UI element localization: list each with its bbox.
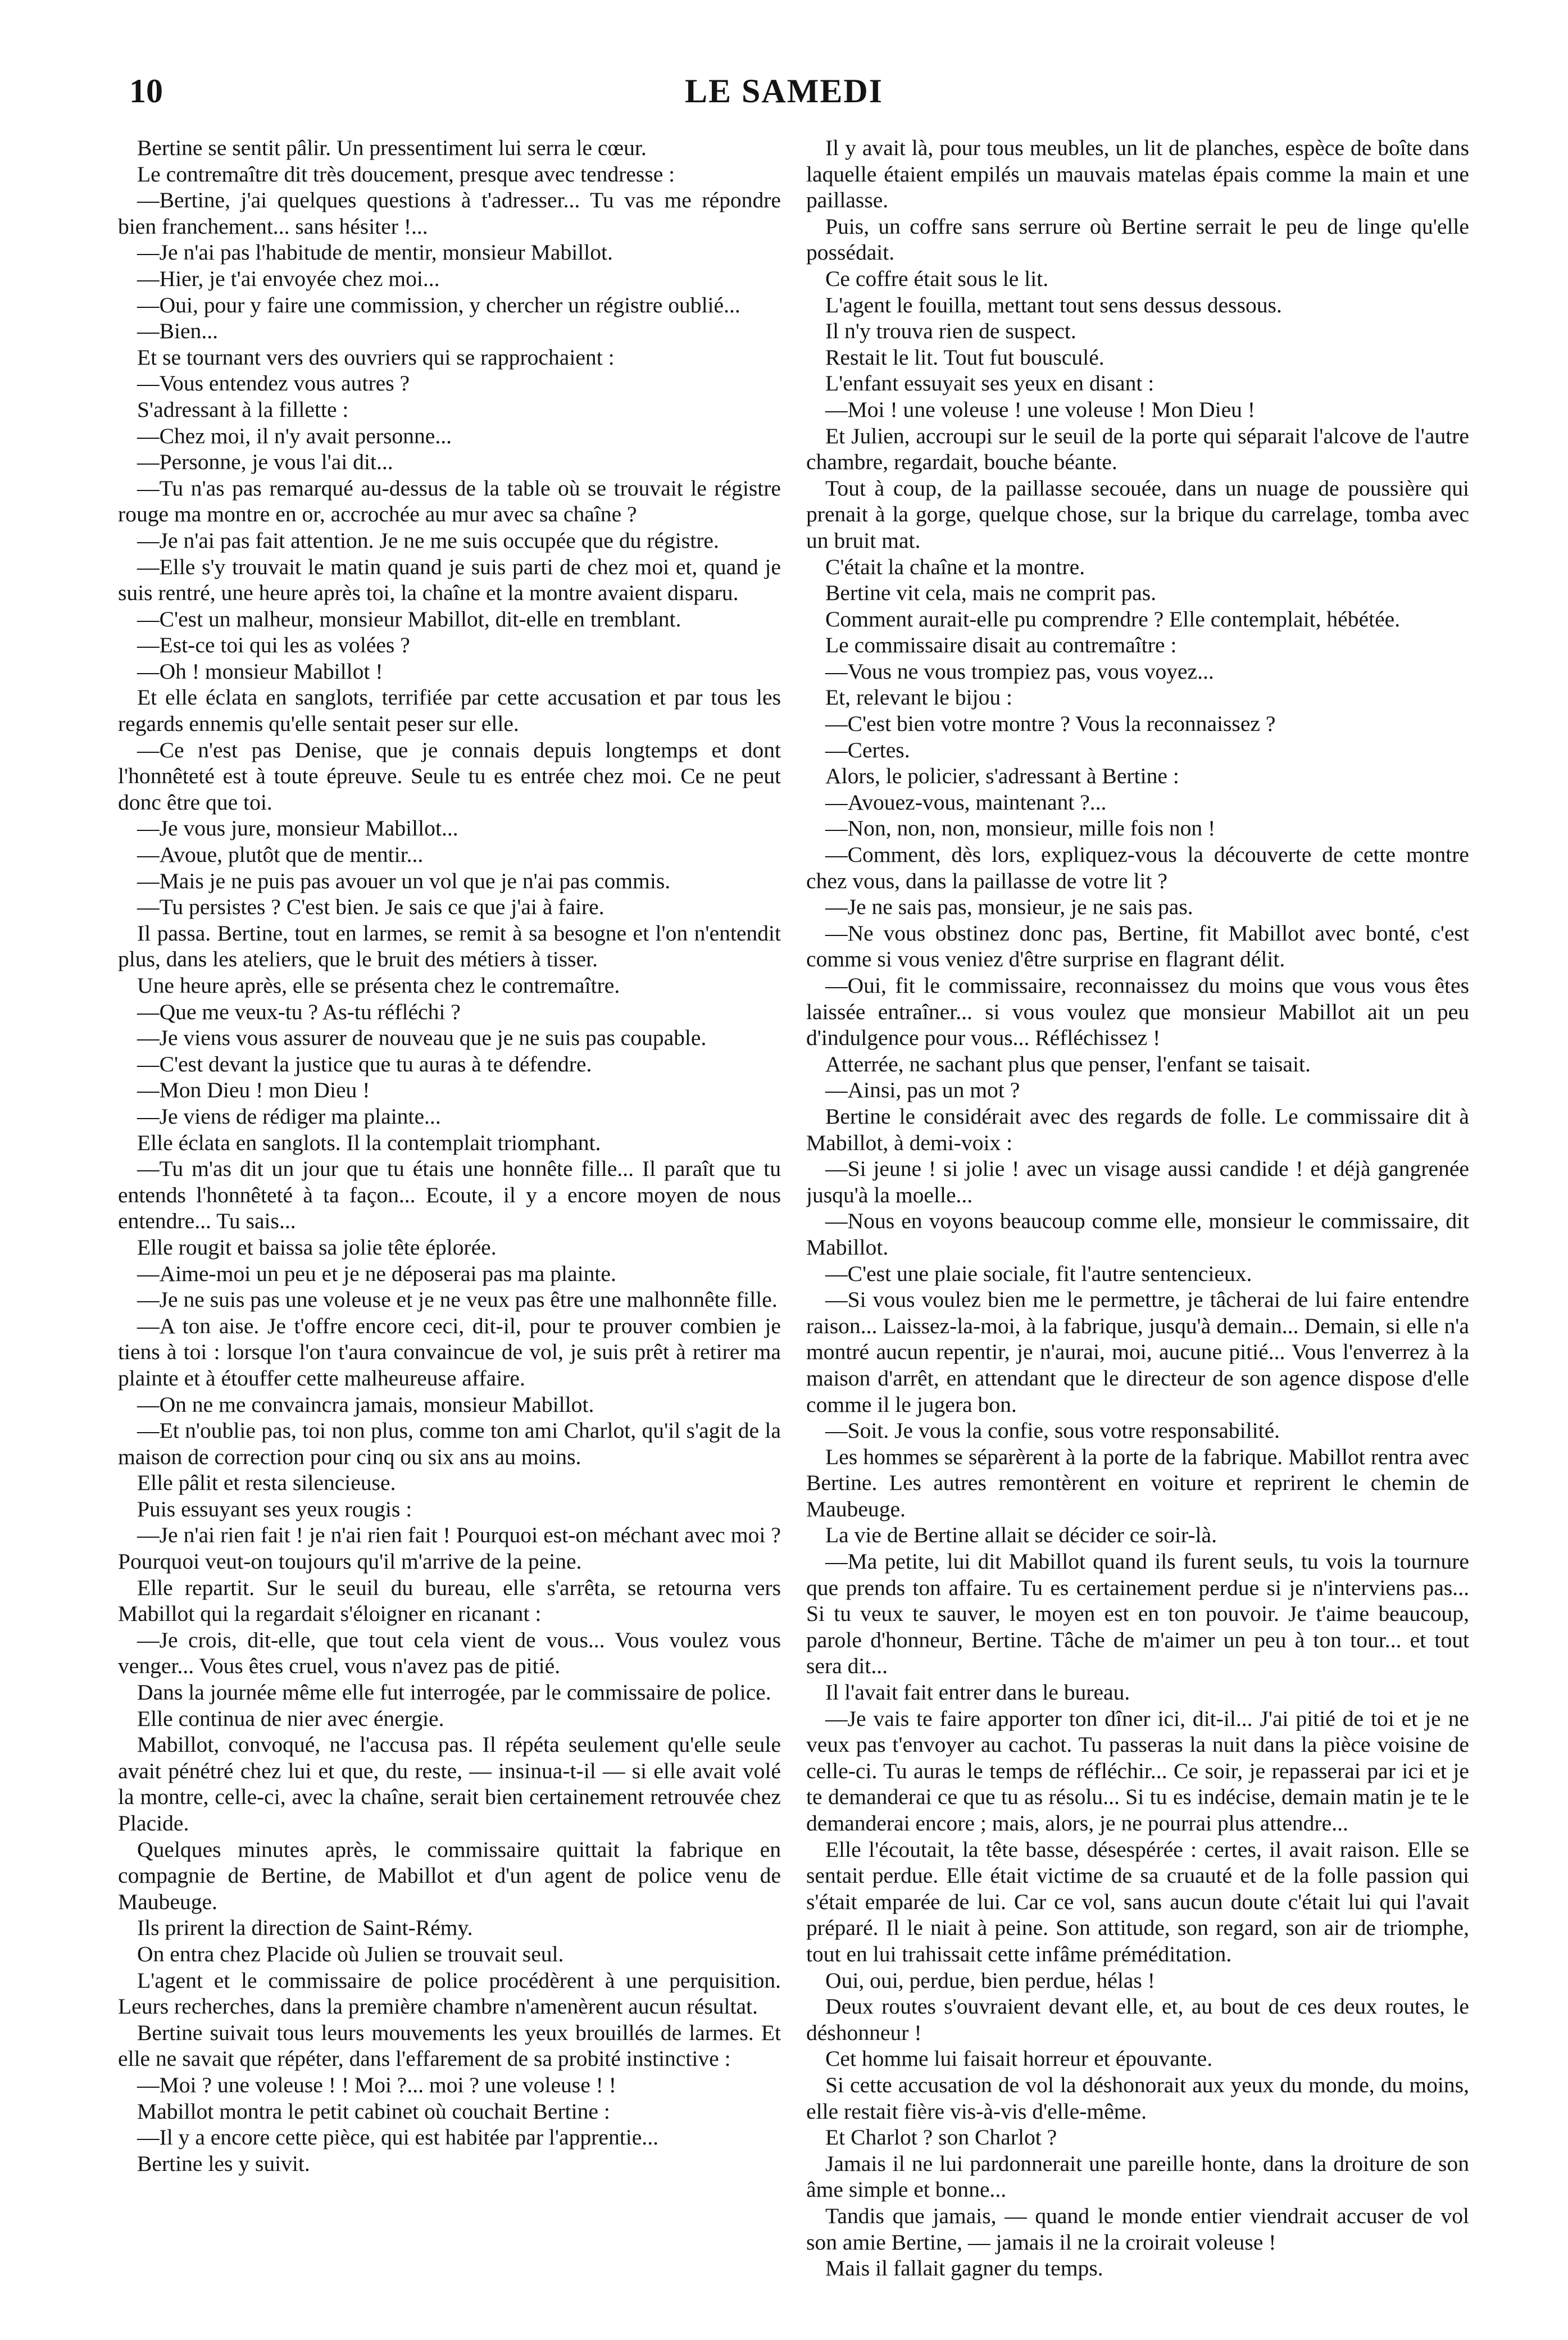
paragraph: Et Julien, accroupi sur le seuil de la porte qui séparait l'alcove de l'autre chambre, regardait, bouche béante. [806,423,1469,475]
paragraph: Restait le lit. Tout fut bousculé. [825,344,1105,370]
paragraph: —Tu persistes ? C'est bien. Je sais ce que j'ai à faire. [137,894,605,920]
paragraph: Et Charlot ? son Charlot ? [825,2125,1057,2150]
paragraph: —On ne me convaincra jamais, monsieur Mabillot. [137,1392,594,1417]
paragraph: —Il y a encore cette pièce, qui est habitée par l'apprentie... [137,2125,658,2150]
paragraph: Si cette accusation de vol la déshonorait aux yeux du monde, du moins, elle restait fière vis-à-vis d'elle-même. [806,2072,1469,2124]
paragraph: —Hier, je t'ai envoyée chez moi... [137,266,440,291]
paragraph: Il passa. Bertine, tout en larmes, se remit à sa besogne et l'on n'entendit plus, dans les ateliers, que le bruit des métiers à tisser. [118,920,781,972]
paragraph: Elle l'écoutait, la tête basse, désespérée : certes, il avait raison. Elle se sentait perdue. Elle était victime de sa cruauté et de la folle passion qui s'était emparée de lui. Car ce vol, sans aucun doute c'était lui qui l'avait préparé. Il le niait à peine. Son attitude, son regard, son air de triomphe, tout en lui trahissait cette infâme préméditation. [806,1837,1469,1966]
paragraph: Il n'y trouva rien de suspect. [825,319,1076,344]
paragraph: Cet homme lui faisait horreur et épouvante. [825,2046,1213,2071]
paragraph: —Vous ne vous trompiez pas, vous voyez... [825,658,1214,684]
paragraph: La vie de Bertine allait se décider ce soir-là. [825,1523,1217,1548]
paragraph: —Avouez-vous, maintenant ?... [825,789,1107,815]
paragraph: —Tu m'as dit un jour que tu étais une honnête fille... Il paraît que tu entends l'honnêteté à ta façon... Ecoute, il y a encore moyen de nous entendre... Tu sais... [118,1156,781,1234]
paragraph: Ce coffre était sous le lit. [825,266,1049,291]
paragraph: Et elle éclata en sanglots, terrifiée par cette accusation et par tous les regards ennemis qu'elle sentait peser sur elle. [118,685,781,737]
paragraph: Puis essuyant ses yeux rougis : [137,1496,412,1521]
paragraph: —Je vais te faire apporter ton dîner ici, dit-il... J'ai pitié de toi et je ne veux pas t'envoyer au cachot. Tu passeras la nuit dans la pièce voisine de celle-ci. Tu auras le temps de réfléchir... Ce soir, je repasserai par ici et je te demanderai ce que tu as résolu... Si tu es indécise, demain matin je te le demanderai encore ; mais, alors, je ne pourrai plus attendre... [806,1706,1469,1835]
paragraph: Mais il fallait gagner du temps. [825,2256,1103,2281]
paragraph: —A ton aise. Je t'offre encore ceci, dit-il, pour te prouver combien je tiens à toi : lorsque l'on t'aura convaincue de vol, je suis prêt à retirer ma plainte et à étouffer cette malheureuse affaire. [118,1313,781,1391]
paragraph: —Je viens de rédiger ma plainte... [137,1103,441,1129]
paragraph: Elle continua de nier avec énergie. [137,1706,444,1731]
paragraph: Deux routes s'ouvraient devant elle, et, au bout de ces deux routes, le déshonneur ! [806,1994,1469,2045]
paragraph: —Avoue, plutôt que de mentir... [137,842,424,867]
paragraph: —Mais je ne puis pas avouer un vol que je n'ai pas commis. [137,868,671,893]
text-column-left [118,135,781,2292]
paragraph: Bertine vit cela, mais ne comprit pas. [825,580,1157,606]
paragraph: —C'est bien votre montre ? Vous la reconnaissez ? [825,711,1276,737]
paragraph: Dans la journée même elle fut interrogée, par le commissaire de police. [137,1680,771,1705]
paragraph: —Je ne sais pas, monsieur, je ne sais pas. [825,894,1193,920]
paragraph: —Je n'ai pas fait attention. Je ne me suis occupée que du régistre. [137,528,719,553]
paragraph: Bertine suivait tous leurs mouvements les yeux brouillés de larmes. Et elle ne savait que répéter, dans l'effarement de sa probité instinctive : [118,2020,781,2071]
running-title: LE SAMEDI [684,72,884,110]
paragraph: L'agent le fouilla, mettant tout sens dessus dessous. [825,292,1282,317]
paragraph: —Je vous jure, monsieur Mabillot... [137,816,458,841]
paragraph: —Oh ! monsieur Mabillot ! [137,658,383,684]
paragraph: Quelques minutes après, le commissaire quittait la fabrique en compagnie de Bertine, de Mabillot et d'un agent de police venu de Maubeuge. [118,1837,781,1914]
paragraph: —C'est une plaie sociale, fit l'autre sentencieux. [825,1261,1252,1286]
paragraph: Elle rougit et baissa sa jolie tête éplorée. [137,1234,497,1260]
paragraph: Oui, oui, perdue, bien perdue, hélas ! [825,1968,1155,1993]
paragraph: —Ne vous obstinez donc pas, Bertine, fit Mabillot avec bonté, c'est comme si vous veniez d'être surprise en flagrant délit. [806,920,1469,972]
page-header [112,72,1456,122]
paragraph: —Ce n'est pas Denise, que je connais depuis longtemps et dont l'honnêteté est à toute épreuve. Seule tu es entrée chez moi. Ce ne peut donc être que toi. [118,737,781,815]
paragraph: —Je ne suis pas une voleuse et je ne veux pas être une malhonnête fille. [137,1287,778,1312]
paragraph: Bertine les y suivit. [137,2151,310,2176]
paragraph: —Non, non, non, monsieur, mille fois non ! [825,816,1216,841]
paragraph: —Elle s'y trouvait le matin quand je suis parti de chez moi et, quand je suis rentré, une heure après toi, la chaîne et la montre avaient disparu. [118,554,781,606]
paragraph: —Ainsi, pas un mot ? [825,1078,1020,1103]
paragraph: Mabillot, convoqué, ne l'accusa pas. Il répéta seulement qu'elle seule avait pénétré chez lui et que, du reste, — insinua-t-il — si elle avait volé la montre, celle-ci, avec la chaîne, serait bien certainement retrouvée chez Placide. [118,1732,781,1835]
paragraph: —Si jeune ! si jolie ! avec un visage aussi candide ! et déjà gangrenée jusqu'à la moelle... [806,1156,1469,1207]
paragraph: Elle éclata en sanglots. Il la contemplait triomphant. [137,1130,601,1155]
paragraph: —Je viens vous assurer de nouveau que je ne suis pas coupable. [137,1025,707,1051]
paragraph: Alors, le policier, s'adressant à Bertine : [825,764,1179,789]
paragraph: Il l'avait fait entrer dans le bureau. [825,1680,1130,1705]
paragraph: —Mon Dieu ! mon Dieu ! [137,1078,370,1103]
paragraph: —Soit. Je vous la confie, sous votre responsabilité. [825,1418,1280,1443]
paragraph: —Moi ? une voleuse ! ! Moi ?... moi ? une voleuse ! ! [137,2072,616,2097]
paragraph: —Aime-moi un peu et je ne déposerai pas ma plainte. [137,1261,616,1286]
paragraph: Puis, un coffre sans serrure où Bertine serrait le peu de linge qu'elle possédait. [806,213,1469,265]
paragraph: —Nous en voyons beaucoup comme elle, monsieur le commissaire, dit Mabillot. [806,1208,1469,1260]
paragraph: Le commissaire disait au contremaître : [825,633,1177,658]
paragraph: —Chez moi, il n'y avait personne... [137,423,452,448]
paragraph: Elle repartit. Sur le seuil du bureau, elle s'arrêta, se retourna vers Mabillot qui la regardait s'éloigner en ricanant : [118,1575,781,1626]
paragraph: —Et n'oublie pas, toi non plus, comme ton ami Charlot, qu'il s'agit de la maison de correction pour cinq ou six ans au moins. [118,1418,781,1469]
paragraph: Mabillot montra le petit cabinet où couchait Bertine : [137,2098,610,2124]
paragraph: Comment aurait-elle pu comprendre ? Elle contemplait, hébétée. [825,606,1401,631]
paragraph: —Certes. [825,737,910,762]
paragraph: —Bertine, j'ai quelques questions à t'adresser... Tu vas me répondre bien franchement... sans hésiter !... [118,188,781,239]
paragraph: L'agent et le commissaire de police procédèrent à une perquisition. Leurs recherches, dans la première chambre n'amenèrent aucun résultat. [118,1968,781,2019]
paragraph: Elle pâlit et resta silencieuse. [137,1470,396,1496]
paragraph: —Si vous voulez bien me le permettre, je tâcherai de lui faire entendre raison... Laissez-la-moi, à la fabrique, jusqu'à demain... Demain, si elle n'a montré aucun repentir, je n'aurai, moi, aucune pitié... Vous l'enverrez à la maison d'arrêt, en attendant que le directeur de son agence dispose d'elle comme il le jugera bon. [806,1287,1469,1417]
paragraph: —Je crois, dit-elle, que tout cela vient de vous... Vous voulez vous venger... Vous êtes cruel, vous n'avez pas de pitié. [118,1627,781,1679]
paragraph: —Personne, je vous l'ai dit... [137,449,393,475]
paragraph: —Je n'ai rien fait ! je n'ai rien fait ! Pourquoi est-on méchant avec moi ? Pourquoi veut-on toujours qu'il m'arrive de la peine. [118,1523,781,1574]
paragraph: —Bien... [137,319,219,344]
paragraph: L'enfant essuyait ses yeux en disant : [825,371,1155,396]
paragraph: Une heure après, elle se présenta chez le contremaître. [137,973,620,998]
paragraph: —Je n'ai pas l'habitude de mentir, monsieur Mabillot. [137,240,613,265]
paragraph: Tout à coup, de la paillasse secouée, dans un nuage de poussière qui prenait à la gorge, quelque chose, sur la brique du carrelage, tomba avec un bruit mat. [806,475,1469,553]
paragraph: —Est-ce toi qui les as volées ? [137,633,410,658]
paragraph: Les hommes se séparèrent à la porte de la fabrique. Mabillot rentra avec Bertine. Les autres remontèrent en voiture et reprirent le chemin de Maubeuge. [806,1444,1469,1521]
page-number: 10 [129,72,163,110]
paragraph: —Oui, fit le commissaire, reconnaissez du moins que vous vous êtes laissée entraîner... si vous voulez que monsieur Mabillot ait un peu d'indulgence pour vous... Réfléchissez ! [806,973,1469,1051]
paragraph: —Que me veux-tu ? As-tu réfléchi ? [137,999,461,1024]
text-column-right [806,135,1469,2292]
paragraph: On entra chez Placide où Julien se trouvait seul. [137,1941,564,1966]
paragraph: —Ma petite, lui dit Mabillot quand ils furent seuls, tu vois la tournure que prends ton affaire. Tu es certainement perdue si je n'interviens pas... Si tu veux te sauver, le moyen est en ton pouvoir. Je t'aime beaucoup, parole d'honneur, Bertine. Tâche de m'aimer un peu à ton tour... et tout sera dit... [806,1549,1469,1679]
paragraph: C'était la chaîne et la montre. [825,554,1085,579]
paragraph: Jamais il ne lui pardonnerait une pareille honte, dans la droiture de son âme simple et bonne... [806,2151,1469,2202]
paragraph: —Oui, pour y faire une commission, y chercher un régistre oublié... [137,292,740,317]
paragraph: Le contremaître dit très doucement, presque avec tendresse : [137,161,675,187]
paragraph: —Tu n'as pas remarqué au-dessus de la table où se trouvait le régistre rouge ma montre en or, accrochée au mur avec sa chaîne ? [118,475,781,527]
paragraph: Ils prirent la direction de Saint-Rémy. [137,1915,473,1941]
paragraph: S'adressant à la fillette : [137,397,349,422]
paragraph: —Moi ! une voleuse ! une voleuse ! Mon Dieu ! [825,397,1256,422]
paragraph: Bertine se sentit pâlir. Un pressentiment lui serra le cœur. [137,135,647,160]
paragraph: —C'est devant la justice que tu auras à te défendre. [137,1051,592,1076]
paragraph: —C'est un malheur, monsieur Mabillot, dit-elle en tremblant. [137,606,681,631]
paragraph: —Comment, dès lors, expliquez-vous la découverte de cette montre chez vous, dans la paillasse de votre lit ? [806,842,1469,893]
paragraph: —Vous entendez vous autres ? [137,371,410,396]
paragraph: Tandis que jamais, — quand le monde entier viendrait accuser de vol son amie Bertine, — jamais il ne la croirait voleuse ! [806,2203,1469,2255]
paragraph: Il y avait là, pour tous meubles, un lit de planches, espèce de boîte dans laquelle étaient empilés un mauvais matelas épais comme la main et une paillasse. [806,135,1469,213]
paragraph: Atterrée, ne sachant plus que penser, l'enfant se taisait. [825,1051,1311,1076]
paragraph: Et se tournant vers des ouvriers qui se rapprochaient : [137,344,615,370]
paragraph: Et, relevant le bijou : [825,685,1013,710]
paragraph: Bertine le considérait avec des regards de folle. Le commissaire dit à Mabillot, à demi-voix : [806,1103,1469,1155]
